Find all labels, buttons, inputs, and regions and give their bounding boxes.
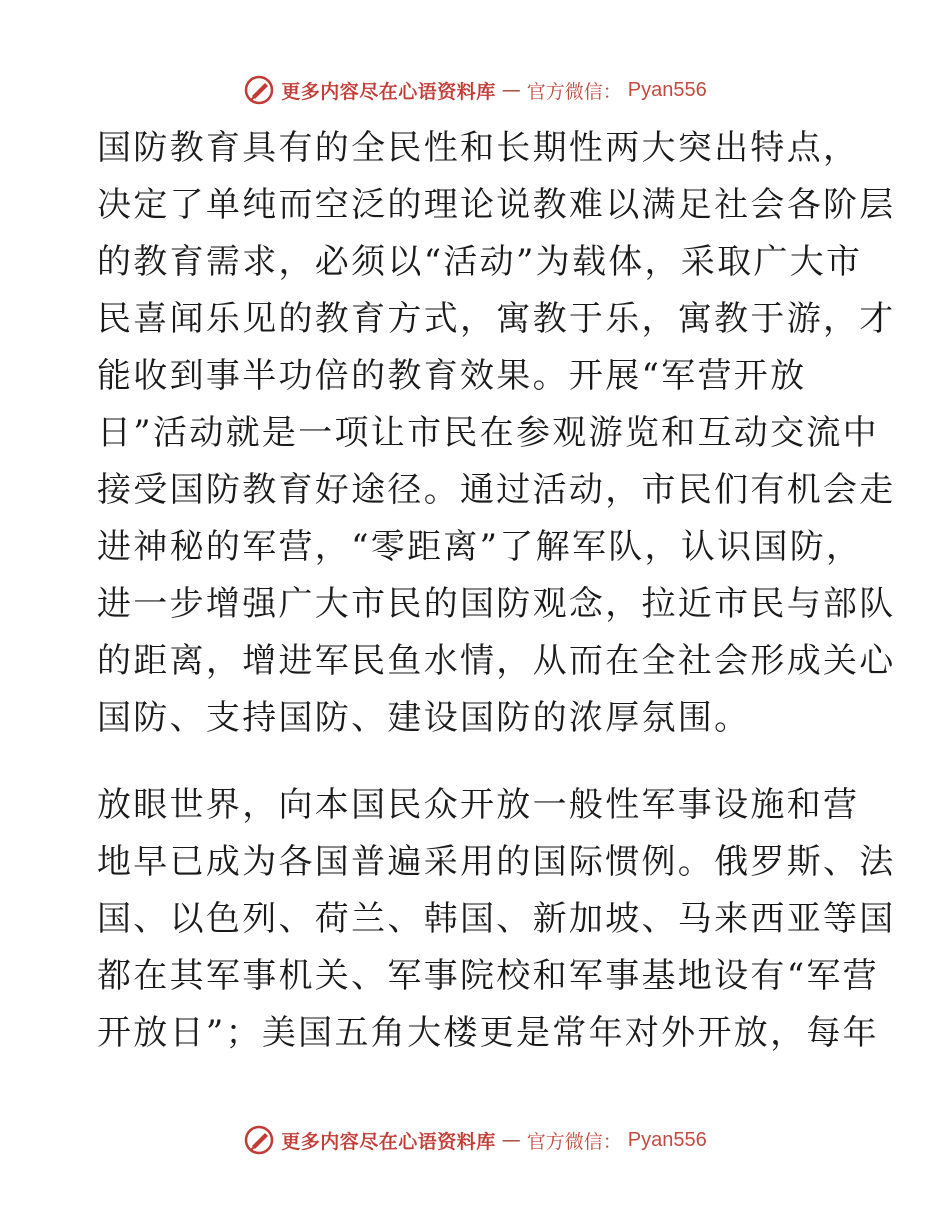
text-line: 决定了单纯而空泛的理论说教难以满足社会各阶层 bbox=[97, 185, 896, 225]
text-line: 国、以色列、荷兰、韩国、新加坡、马来西亚等国 bbox=[97, 899, 896, 939]
paragraph-1 bbox=[97, 120, 896, 747]
text-line: 的教育需求，必须以“活动”为载体，采取广大市 bbox=[97, 242, 863, 282]
banner-dash: — bbox=[501, 79, 521, 101]
banner-label: 更多内容尽在心语资料库 bbox=[281, 1130, 496, 1153]
text-line: 国防、支持国防、建设国防的浓厚氛围。 bbox=[97, 698, 751, 738]
text-line: 国防教育具有的全民性和长期性两大突出特点， bbox=[97, 128, 860, 168]
text-line: 接受国防教育好途径。通过活动，市民们有机会走 bbox=[97, 470, 896, 510]
paragraph-2 bbox=[97, 777, 896, 1062]
text-line: 放眼世界，向本国民众开放一般性军事设施和营 bbox=[97, 785, 860, 825]
text-line: 日”活动就是一项让市民在参观游览和互动交流中 bbox=[97, 413, 879, 453]
quill-seal-logo-icon bbox=[243, 74, 275, 106]
banner-wechat-label: 官方微信： bbox=[526, 80, 622, 103]
text-line: 开放日”；美国五角大楼更是常年对外开放，每年 bbox=[97, 1013, 879, 1053]
footer-watermark-banner bbox=[0, 1122, 950, 1158]
document-body bbox=[97, 120, 896, 1062]
header-watermark-banner bbox=[0, 72, 950, 108]
banner-dash: — bbox=[501, 1129, 521, 1151]
text-line: 民喜闻乐见的教育方式，寓教于乐，寓教于游，才 bbox=[97, 299, 896, 339]
text-line: 能收到事半功倍的教育效果。开展“军营开放 bbox=[97, 356, 807, 396]
text-line: 地早已成为各国普遍采用的国际惯例。俄罗斯、法 bbox=[97, 842, 896, 882]
text-line: 进一步增强广大市民的国防观念，拉近市民与部队 bbox=[97, 584, 896, 624]
banner-wechat-id: Pyan556 bbox=[627, 1128, 707, 1151]
text-line: 进神秘的军营，“零距离”了解军队，认识国防， bbox=[97, 527, 863, 567]
banner-wechat-label: 官方微信： bbox=[526, 1130, 622, 1153]
text-line: 都在其军事机关、军事院校和军事基地设有“军营 bbox=[97, 956, 879, 996]
banner-label: 更多内容尽在心语资料库 bbox=[281, 80, 496, 103]
text-line: 的距离，增进军民鱼水情，从而在全社会形成关心 bbox=[97, 641, 896, 681]
quill-seal-logo-icon bbox=[243, 1124, 275, 1156]
banner-wechat-id: Pyan556 bbox=[627, 78, 707, 101]
